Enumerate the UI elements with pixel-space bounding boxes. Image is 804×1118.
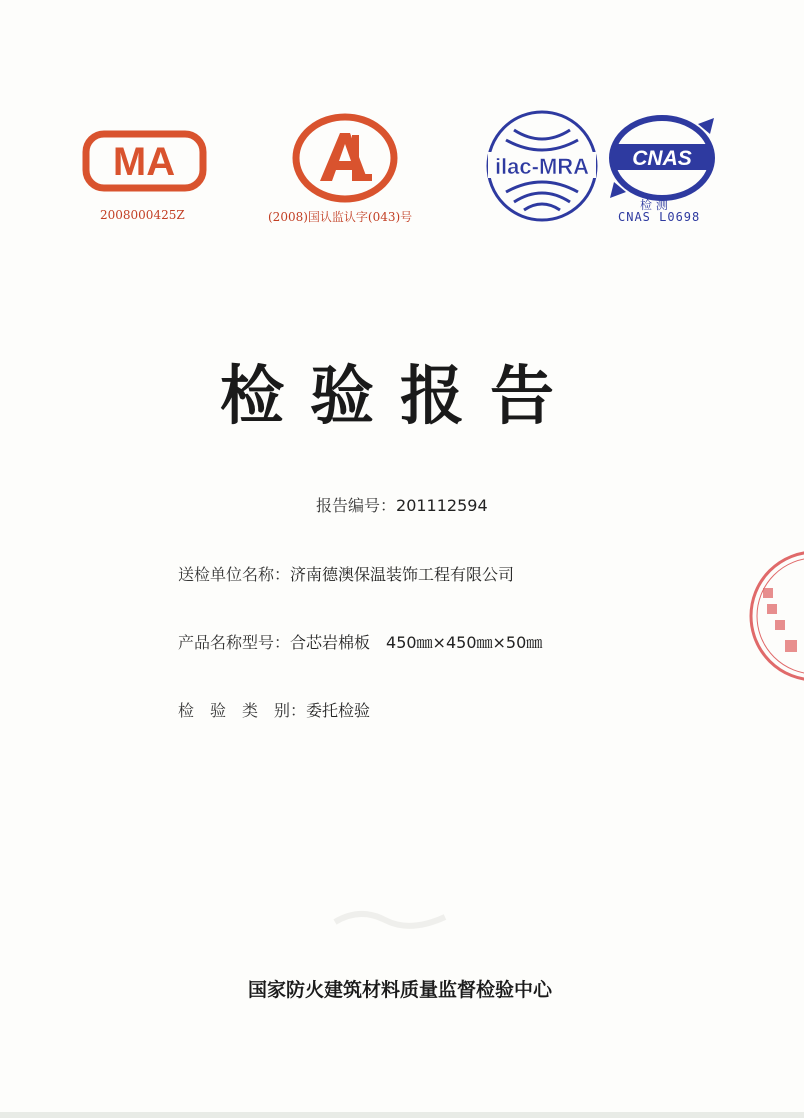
report-title: 检验报告 (220, 360, 580, 434)
product-name-label: 产品名称型号： (178, 633, 291, 652)
svg-text:MA: MA (112, 140, 176, 184)
cal-caption: (2008)国认监认字(043)号 (268, 210, 413, 224)
cnas-logo (606, 112, 718, 204)
product-name-row (178, 630, 542, 653)
product-name-value: 合芯岩棉板 450㎜×450㎜×50㎜ (290, 633, 543, 652)
inspection-type-value: 委托检验 (306, 701, 371, 720)
report-number-value: 201112594 (396, 496, 488, 515)
cnas-caption-line1: 检 测 (640, 198, 668, 212)
red-seal-stamp (745, 548, 804, 688)
faint-watermark (330, 902, 450, 932)
cal-logo (290, 113, 400, 203)
svg-text:CNAS: CNAS (632, 147, 692, 170)
cnas-caption-line2: CNAS L0698 (618, 210, 701, 224)
scan-edge (0, 1112, 804, 1118)
cma-caption: 2008000425Z (100, 208, 185, 222)
submitting-unit-label: 送检单位名称： (178, 565, 291, 584)
ilac-mra-logo (484, 108, 600, 224)
svg-text:ilac-MRA: ilac-MRA (494, 154, 590, 179)
report-number-label: 报告编号： (316, 496, 397, 515)
submitting-unit-value: 济南德澳保温装饰工程有限公司 (290, 565, 515, 584)
cma-logo (82, 128, 207, 194)
inspection-type-label: 检 验 类 别： (178, 701, 307, 720)
issuing-organization: 国家防火建筑材料质量监督检验中心 (247, 979, 552, 1001)
submitting-unit-row (178, 562, 514, 585)
report-number-row (316, 493, 488, 516)
inspection-type-row (178, 698, 370, 721)
